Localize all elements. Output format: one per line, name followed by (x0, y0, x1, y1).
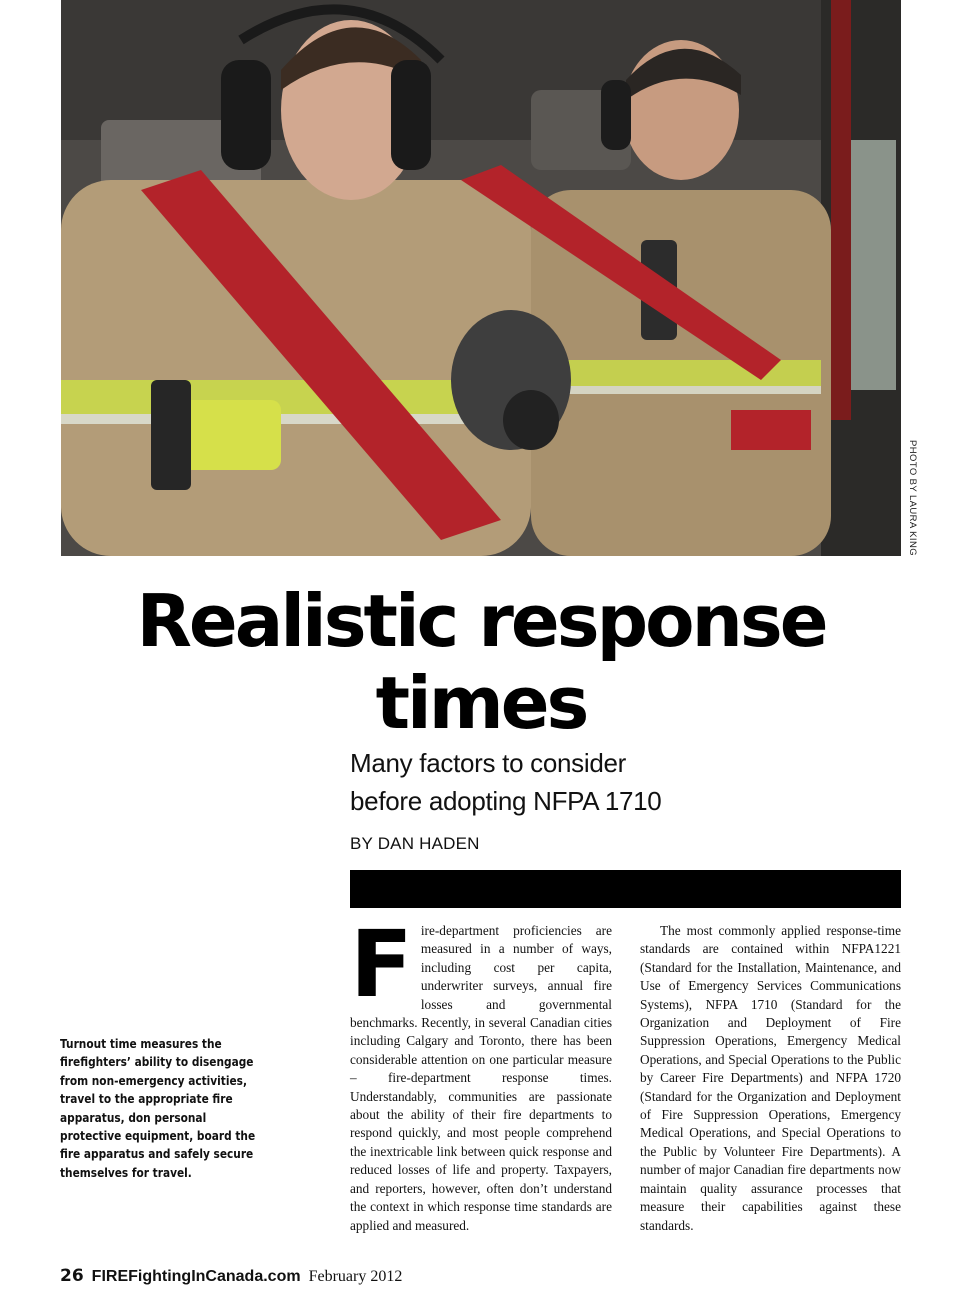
deck-line-2: before adopting NFPA 1710 (350, 786, 662, 816)
pull-quote: Turnout time measures the firefighters’ ability to disengage from non-emergency activities, travel to the appropriate fire apparatus, don personal protective equipment, board the fire apparatus and safely secure themselves for travel. (60, 1037, 256, 1180)
body-column-2: The most commonly applied response-time standards are contained within NFPA1221 (Standard for the Installation, Maintenance, and Use of Emergency Services Communications Systems), NFPA 1710 (Standard for the Organization and Deployment of Fire Suppression Operations, Emergency Medical Operations, and Special Operations to the Public by Career Fire Departments) and NFPA 1720 (Standard for the Organization and Deployment of Fire Suppression Operations, Emergency Medical Operations, and Special Operations to the Public by Volunteer Fire Departments). A number of major Canadian fire departments now maintain quality assurance processes that measure their capabilities against these standards. (640, 923, 901, 1233)
byline: BY DAN HADEN (350, 834, 480, 853)
page-footer (60, 1266, 402, 1287)
footer-issue: February 2012 (308, 1268, 403, 1285)
body-column-1-text: ire-department proficiencies are measured in a number of ways, including cost per capita, underwriter surveys, annual fire losses and governmental benchmarks. Recently, in several Canadian cities including Calgary and Toronto, there has been considerable attention on one particular measure – fire-department response times. Understandably, communities are passionate about the ability of their fire departments to respond quickly, and most people comprehend the inextricable link between quick response and reduced losses of life and property. Taxpayers, and reporters, however, often don’t understand the context in which response time standards are applied and measured. (350, 923, 612, 1233)
black-bar (350, 870, 901, 908)
headline (61, 580, 901, 744)
photo-credit: PHOTO BY LAURA KING (907, 440, 918, 557)
deck (350, 744, 870, 820)
body-column-1 (350, 911, 612, 1235)
article-photo (61, 0, 901, 556)
headline-line-1: Realistic response (136, 579, 826, 663)
headline-line-2: times (375, 661, 587, 745)
drop-cap: F (350, 911, 413, 1018)
page-number: 26 (60, 1266, 84, 1286)
deck-line-1: Many factors to consider (350, 748, 627, 778)
footer-site: FIREFightingInCanada.com (91, 1268, 301, 1285)
